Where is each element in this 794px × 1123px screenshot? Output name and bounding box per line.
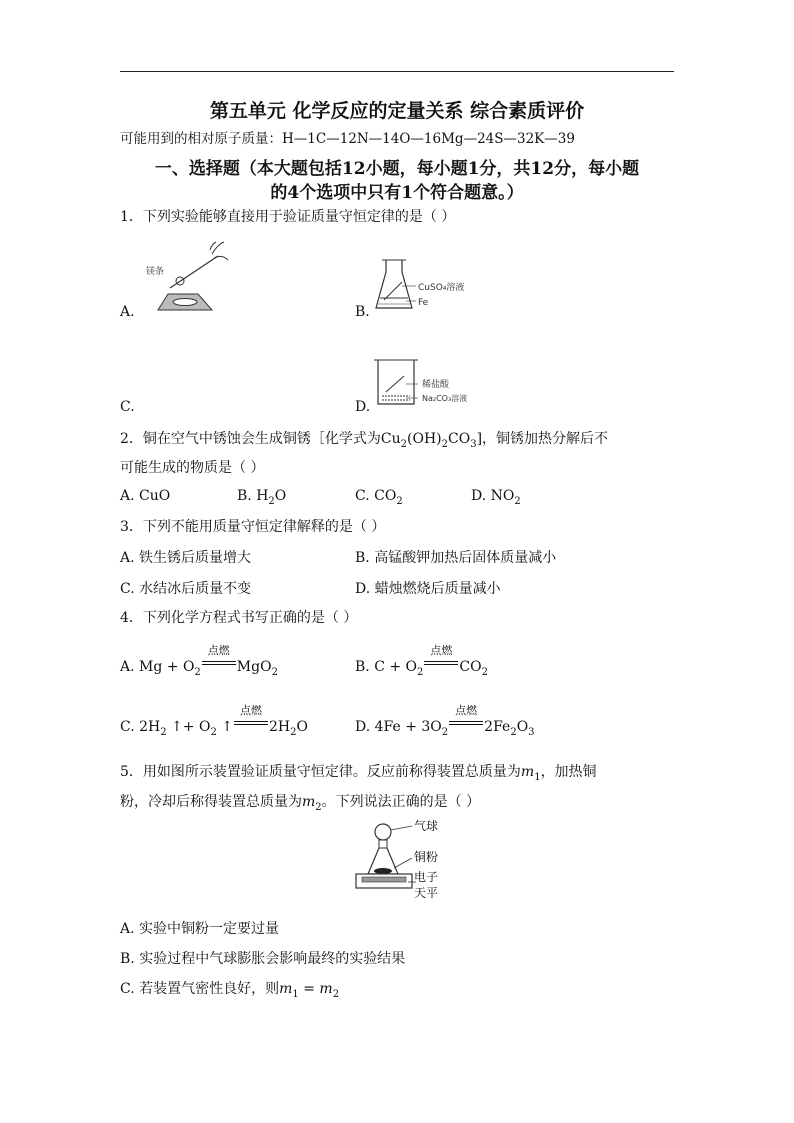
q4-condition-d: 点燃 (449, 715, 483, 733)
q5-option-b[interactable]: B. 实验过程中气球膨胀会影响最终的实验结果 (120, 951, 406, 967)
q3-option-c[interactable]: C. 水结冰后质量不变 (120, 581, 252, 597)
q1-figa-label: 镁条 (146, 267, 165, 277)
q1-figb-label-solution: CuSO₄溶液 (418, 283, 465, 293)
q5-option-a[interactable]: A. 实验中铜粉一定要过量 (120, 921, 280, 937)
q2-stem-line2: 可能生成的物质是（ ） (120, 460, 265, 476)
q1-option-a[interactable]: A. (120, 304, 135, 320)
q3-option-d[interactable]: D. 蜡烛燃烧后质量减小 (355, 581, 501, 597)
atomic-masses-note: 可能用到的相对原子质量：H—1C—12N—14O—16Mg—24S—32K—39 (120, 131, 575, 147)
q3-stem: 3．下列不能用质量守恒定律解释的是（ ） (120, 519, 386, 535)
q5-option-c[interactable]: C. 若装置气密性良好，则$m_1 = m_2$ (120, 981, 340, 1000)
q2-option-b[interactable]: B. $H_2O$ (237, 488, 287, 507)
q4-option-d[interactable]: D. $4Fe + 3O_2$ 点燃 $2Fe_2O_3$ (355, 704, 535, 738)
q5-stem-line1: 5．用如图所示装置验证质量守恒定律。反应前称得装置总质量为$m_1$，加热铜 (120, 764, 597, 783)
section-heading-line2: 的4个选项中只有1个符合题意。） (270, 183, 524, 203)
q3-option-a[interactable]: A. 铁生锈后质量增大 (120, 550, 252, 566)
q5-fig-label-copper: 铜粉 (414, 850, 439, 864)
q1-stem: 1．下列实验能够直接用于验证质量守恒定律的是（ ） (120, 209, 456, 225)
q4-option-b[interactable]: B. $C + O_2$ 点燃 $CO_2$ (355, 644, 488, 678)
q4-condition-a: 点燃 (202, 655, 236, 673)
q5-fig-label-balloon: 气球 (414, 819, 439, 833)
q5-figure (350, 818, 450, 904)
q5-fig-label-balance1: 电子 (414, 870, 439, 884)
q4-option-a[interactable]: A. $Mg + O_2$ 点燃 MgO$_2$ (120, 644, 278, 678)
q2-option-c[interactable]: C. $CO_2$ (355, 488, 403, 507)
q1-figure-d (372, 356, 482, 410)
q3-option-b[interactable]: B. 高锰酸钾加热后固体质量减小 (355, 550, 557, 566)
q5-stem-line2: 粉，冷却后称得装置总质量为$m_2$。下列说法正确的是（ ） (120, 794, 481, 813)
q1-option-d[interactable]: D. (355, 399, 371, 415)
q1-option-c[interactable]: C. (120, 399, 135, 415)
q2-option-a[interactable]: A. CuO (120, 488, 171, 504)
q2-option-d[interactable]: D. $NO_2$ (471, 488, 521, 507)
q4-stem: 4．下列化学方程式书写正确的是（ ） (120, 610, 358, 626)
q4-condition-c: 点燃 (234, 715, 268, 733)
header-rule (120, 71, 674, 72)
q4-option-c[interactable]: C. $2H_2$ ↑+ $O_2$ ↑ 点燃 $2H_2O$ (120, 704, 308, 738)
q1-figure-a (140, 236, 230, 316)
page-title: 第五单元 化学反应的定量关系 综合素质评价 (209, 100, 585, 122)
q1-figd-label-solution: Na₂CO₃溶液 (422, 394, 468, 403)
q1-option-b[interactable]: B. (355, 304, 370, 320)
q5-fig-label-balance2: 天平 (414, 886, 439, 900)
q1-figb-label-fe: Fe (418, 298, 429, 308)
section-heading-line1: 一、选择题（本大题包括12小题，每小题1分，共12分，每小题 (154, 159, 640, 179)
q1-figd-label-acid: 稀盐酸 (422, 380, 450, 390)
q4-condition-b: 点燃 (424, 655, 458, 673)
q2-stem-line1: 2．铜在空气中锈蚀会生成铜锈［化学式为$Cu_2(OH)_2CO_3$]，铜锈加热分解后不 (120, 431, 609, 450)
q1-figure-b (372, 256, 472, 318)
